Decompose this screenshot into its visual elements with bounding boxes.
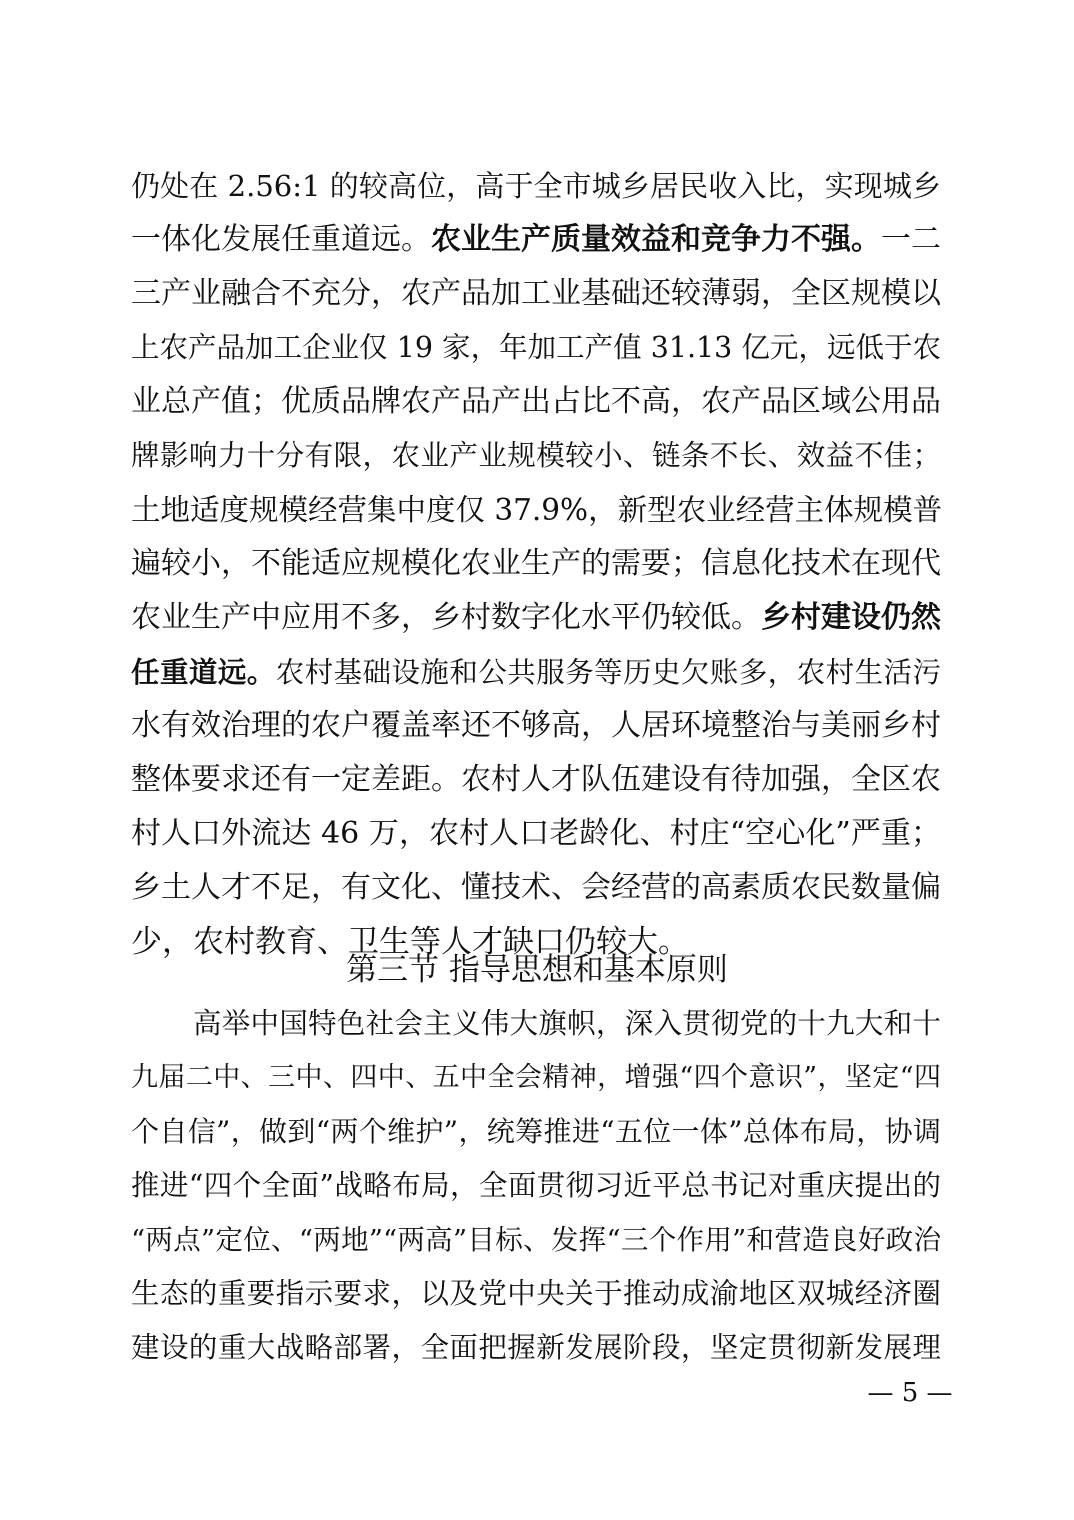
text-run: 乡土人才不足，有文化、懂技术、会经营的高素质农民数量偏	[131, 870, 941, 905]
text-line	[131, 483, 941, 537]
text-line	[131, 861, 941, 915]
text-line	[131, 1159, 941, 1213]
text-run: 建设的重大战略部署，全面把握新发展阶段，坚定贯彻新发展理	[131, 1331, 941, 1364]
paragraph-1	[131, 159, 941, 969]
text-line	[131, 267, 941, 321]
text-run: 九届二中、三中、四中、五中全会精神，增强“四个意识”，坚定“四	[131, 1062, 941, 1093]
text-run: 水有效治理的农户覆盖率还不够高，人居环境整治与美丽乡村	[131, 708, 941, 743]
text-line	[131, 429, 941, 483]
text-run: 三产业融合不充分，农产品加工业基础还较薄弱，全区规模以	[131, 276, 941, 311]
text-line	[131, 807, 941, 861]
text-run: 村人口外流达 46 万，农村人口老龄化、村庄“空心化”严重；	[131, 816, 941, 851]
text-run: “两点”定位、“两地”“两高”目标、发挥“三个作用”和营造良好政治	[131, 1224, 941, 1256]
text-line	[131, 321, 941, 375]
text-run: 农业生产中应用不多，乡村数字化水平仍较低。	[131, 600, 761, 635]
bold-heading-run: 农业生产质量效益和竞争力不强。	[431, 222, 881, 257]
text-line	[131, 1213, 941, 1267]
text-run: 生态的重要指示要求，以及党中央关于推动成渝地区双城经济圈	[131, 1277, 941, 1310]
text-line	[131, 645, 941, 699]
text-run: 遍较小，不能适应规模化农业生产的需要；信息化技术在现代	[131, 546, 941, 581]
text-line	[131, 159, 941, 213]
text-line	[131, 753, 941, 807]
text-run: 仍处在 2.56:1 的较高位，高于全市城乡居民收入比，实现城乡	[131, 169, 941, 203]
section-heading: 第三节 指导思想和基本原则	[346, 952, 728, 988]
text-line	[131, 1267, 941, 1321]
text-run: 个自信”，做到“两个维护”，统筹推进“五位一体”总体布局，协调	[131, 1115, 941, 1148]
bold-heading-run: 乡村建设仍然	[761, 600, 941, 635]
text-line	[131, 375, 941, 429]
paragraph-2	[131, 997, 941, 1375]
text-line	[131, 591, 941, 645]
text-run: 一二	[881, 222, 941, 257]
page-number: — 5 —	[867, 1378, 953, 1408]
text-run: 高举中国特色社会主义伟大旗帜，深入贯彻党的十九大和十	[193, 1007, 941, 1040]
text-run: 少，农村教育、卫生等人才缺口仍较大。	[131, 924, 689, 960]
text-line	[131, 213, 941, 267]
text-run: 整体要求还有一定差距。农村人才队伍建设有待加强，全区农	[131, 762, 941, 797]
text-run: 牌影响力十分有限，农业产业规模较小、链条不长、效益不佳；	[131, 439, 941, 472]
text-line	[131, 997, 941, 1051]
text-line	[131, 1105, 941, 1159]
text-run: 业总产值；优质品牌农产品产出占比不高，农产品区域公用品	[131, 384, 941, 419]
text-line	[131, 1321, 941, 1375]
bold-heading-run: 任重道远。	[131, 655, 276, 689]
text-run: 一体化发展任重道远。	[131, 222, 431, 257]
text-line	[131, 1051, 941, 1105]
text-run: 土地适度规模经营集中度仅 37.9%，新型农业经营主体规模普	[131, 493, 943, 527]
text-run: 推进“四个全面”战略布局，全面贯彻习近平总书记对重庆提出的	[131, 1169, 941, 1202]
text-line	[131, 699, 941, 753]
text-line	[131, 537, 941, 591]
text-run: 农村基础设施和公共服务等历史欠账多，农村生活污	[275, 656, 941, 689]
text-run: 上农产品加工企业仅 19 家，年加工产值 31.13 亿元，远低于农	[131, 331, 941, 364]
